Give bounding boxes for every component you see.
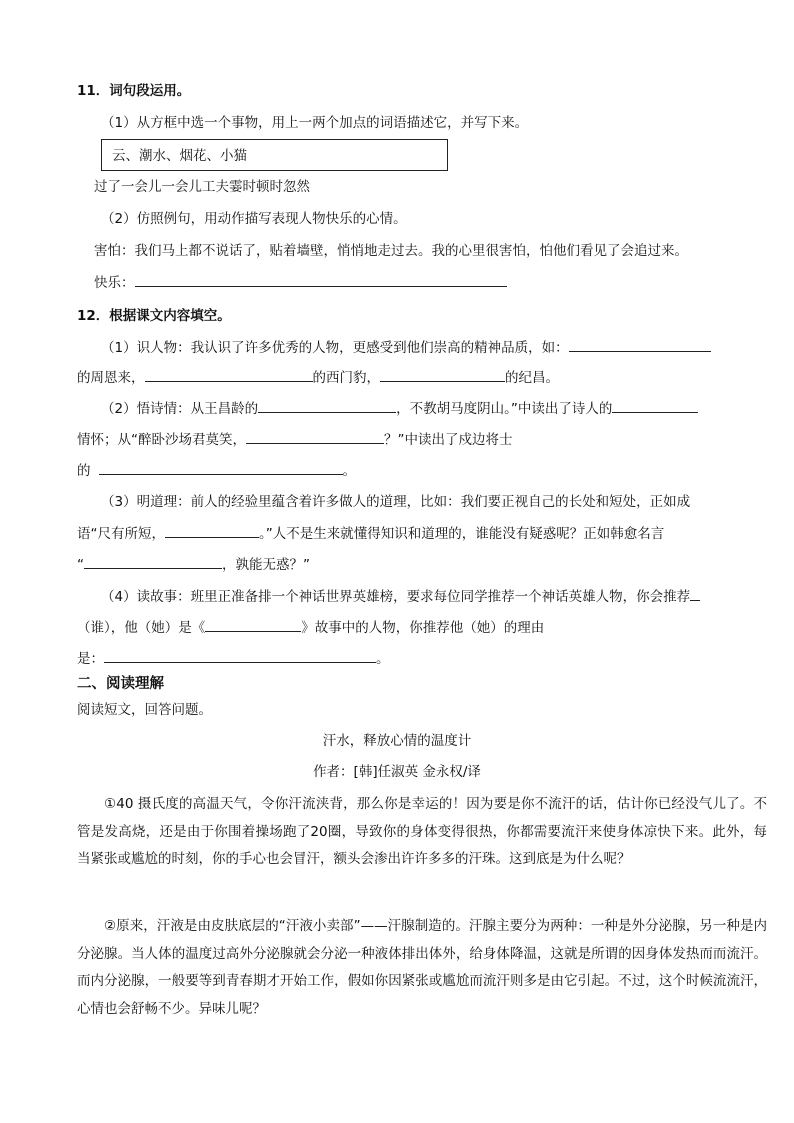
q12-p4c-row <box>77 648 390 669</box>
q11-happy-row <box>94 272 507 293</box>
article-paragraph-1: ①40 摄氏度的高温天气，令你汗流浃背，那么你是幸运的！因为要是你不流汗的话，估计你已经没气儿了。不管是发高烧，还是由于你围着操场跑了20圈，导致你的身体变得很热，你都需要流汗来使身体凉快下来。此外，每当紧张或尴尬的时刻，你的手心也会冒汗，额头会渗出许许多多的汗珠。这到底是为什么呢？ <box>77 796 767 868</box>
q12-p3b-text-2: 。”人不是生来就懂得知识和道理的，谁能没有疑惑呢？正如韩愈名言 <box>259 526 665 542</box>
q11-part2: （2）仿照例句，用动作描写表现人物快乐的心情。 <box>101 211 407 227</box>
q11-part1: （1）从方框中选一个事物，用上一两个加点的词语描述它，并写下来。 <box>101 115 529 131</box>
q12-p4a-row <box>101 586 700 607</box>
q11-example: 害怕：我们马上都不说话了，贴着墙壁，悄悄地走过去。我的心里很害怕，怕他们看见了会追过来。 <box>94 243 688 259</box>
q12-p4b-text-2: 》故事中的人物，你推荐他（她）的理由 <box>301 620 545 636</box>
word-box <box>101 139 448 171</box>
q12-p4c-text-2: 。 <box>376 651 390 667</box>
q12-p3a: （3）明道理：前人的经验里蕴含着许多做人的道理，比如：我们要正视自己的长处和短处，正如成 <box>101 494 691 510</box>
answer-blank-p4-1[interactable] <box>690 586 700 601</box>
answer-blank-p1-3[interactable] <box>380 367 505 382</box>
q12-p3b-text-1: 语“尺有所短， <box>77 526 165 542</box>
q12-title: 12．根据课文内容填空。 <box>77 308 231 324</box>
answer-blank-p2-4[interactable] <box>99 460 343 475</box>
answer-blank-p4-3[interactable] <box>104 648 376 663</box>
q12-p1b-row <box>77 367 559 388</box>
q12-p3c-text-1: “ <box>77 557 84 573</box>
answer-blank-p2-1[interactable] <box>258 398 396 413</box>
q12-p2b-text-2: ？”中读出了戍边将士 <box>384 432 513 448</box>
q12-p3b-row <box>77 523 664 544</box>
q12-p4a-text: （4）读故事：班里正准备排一个神话世界英雄榜，要求每位同学推荐一个神话英雄人物，你会推荐 <box>101 589 691 605</box>
q12-p2a-text-1: （2）悟诗情：从王昌龄的 <box>101 401 259 417</box>
q11-words: 过了一会儿一会儿工夫霎时顿时忽然 <box>94 179 310 195</box>
q12-p4b-text-1: （谁），他（她）是《 <box>77 620 206 636</box>
article-title: 汗水，释放心情的温度计 <box>322 733 472 749</box>
answer-blank-happy[interactable] <box>135 272 507 287</box>
q12-p1b-text-1: 的周恩来， <box>77 370 145 386</box>
reading-instruction: 阅读短文，回答问题。 <box>77 702 212 718</box>
q12-p1b-text-2: 的西门豹， <box>312 370 380 386</box>
q12-p4c-text-1: 是： <box>77 651 104 667</box>
section-heading: 二、阅读理解 <box>77 676 164 692</box>
q12-p1b-text-3: 的纪昌。 <box>505 370 559 386</box>
answer-blank-p1-2[interactable] <box>145 367 313 382</box>
answer-blank-p4-2[interactable] <box>205 617 301 632</box>
q12-p2c-text-2: 。 <box>342 463 356 479</box>
answer-blank-p2-3[interactable] <box>246 429 384 444</box>
q12-p1a-row <box>101 337 711 358</box>
q11-title: 11．词句段运用。 <box>77 83 191 99</box>
article-author: 作者：[韩]任淑英 金永权/译 <box>313 764 481 780</box>
answer-blank-p3-1[interactable] <box>165 523 259 538</box>
q12-p2b-row <box>77 429 513 450</box>
answer-blank-p3-2[interactable] <box>84 554 222 569</box>
q12-p3c-row <box>77 554 310 575</box>
q11-happy-label: 快乐： <box>94 275 135 291</box>
answer-blank-p2-2[interactable] <box>612 398 698 413</box>
q12-p2c-row <box>77 460 356 481</box>
q12-p2a-row <box>101 398 698 419</box>
q12-p2c-text-1: 的 <box>77 463 91 479</box>
q12-p2a-text-2: ，不教胡马度阴山。”中读出了诗人的 <box>396 401 613 417</box>
q12-p4b-row <box>77 617 544 638</box>
word-box-text: 云、潮水、烟花、小猫 <box>112 148 247 164</box>
q12-p2b-text-1: 情怀；从“醉卧沙场君莫笑， <box>77 432 246 448</box>
article-paragraph-2: ②原来，汗液是由皮肤底层的“汗液小卖部”——汗腺制造的。汗腺主要分为两种：一种是外分泌腺，另一种是内分泌腺。当人体的温度过高外分泌腺就会分泌一种液体排出体外，给身体降温，这就是所谓的因身体发热而而流汗。而内分泌腺，一般要等到青春期才开始工作，假如你因紧张或尴尬而流汗则多是由它引起。不过，这个时候流流汗，心情也会舒畅不少。异味儿呢？ <box>77 918 767 1017</box>
answer-blank-p1-1[interactable] <box>569 337 711 352</box>
q12-p1a-text: （1）识人物：我认识了许多优秀的人物，更感受到他们崇高的精神品质，如： <box>101 340 569 356</box>
q12-p3c-text-2: ，孰能无惑？” <box>222 557 310 573</box>
